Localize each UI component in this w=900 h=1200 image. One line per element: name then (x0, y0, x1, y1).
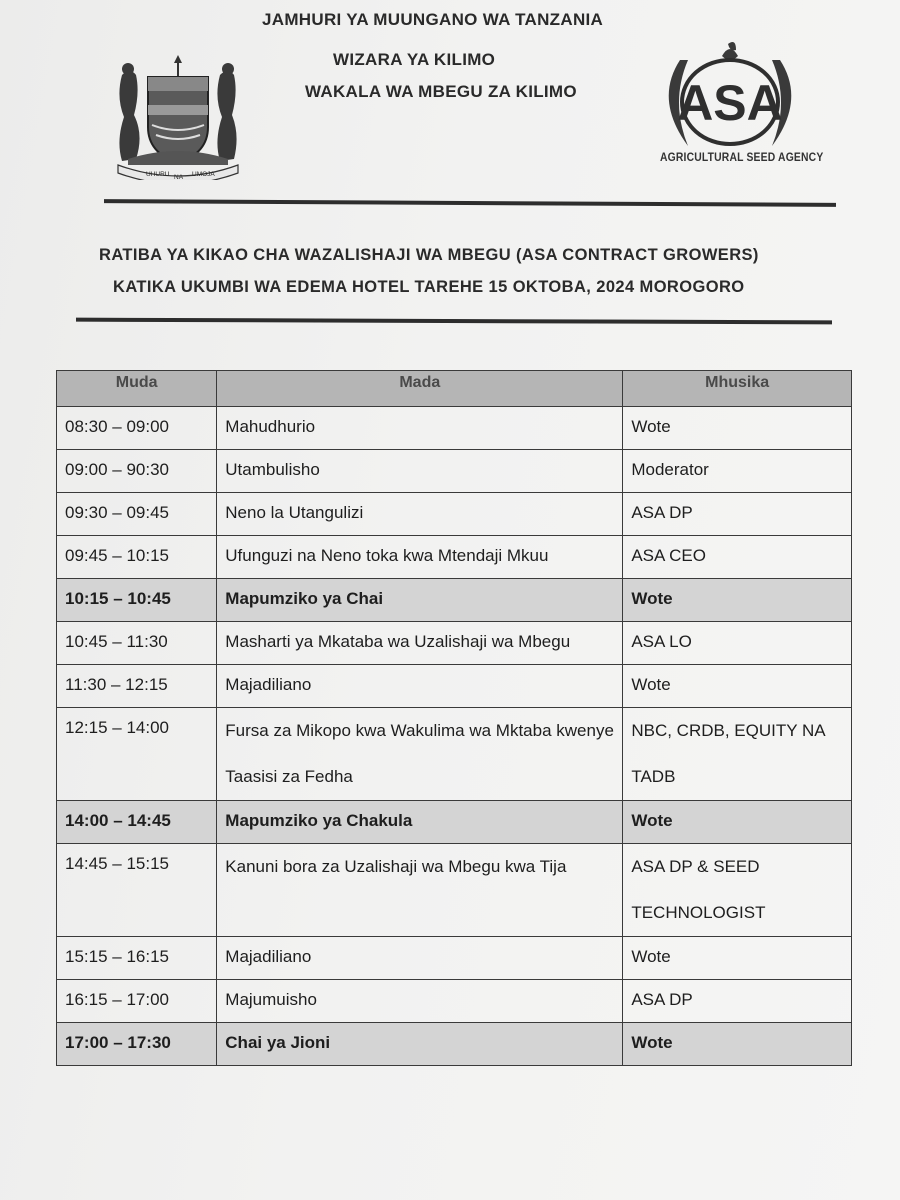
table-row-break (57, 579, 852, 622)
time-cell: 12:15 – 14:00 (57, 708, 217, 801)
table-row (57, 493, 852, 536)
table-row (57, 665, 852, 708)
time-cell: 14:00 – 14:45 (57, 801, 217, 844)
republic-heading: JAMHURI YA MUUNGANO WA TANZANIA (262, 10, 604, 29)
topic-cell: Majadiliano (217, 937, 623, 980)
motto-word-2: NA (174, 174, 184, 180)
owner-cell: Wote (623, 665, 852, 708)
schedule-title: RATIBA YA KIKAO CHA WAZALISHAJI WA MBEGU (ASA CONTRACT GROWERS) (99, 246, 759, 264)
time-cell: 10:45 – 11:30 (57, 622, 217, 665)
time-cell: 09:30 – 09:45 (57, 493, 217, 536)
asa-logo-caption: AGRICULTURAL SEED AGENCY (660, 152, 824, 164)
time-cell: 08:30 – 09:00 (57, 407, 217, 450)
table-row (57, 407, 852, 450)
column-header-owner: Mhusika (623, 371, 852, 407)
schedule-subtitle: KATIKA UKUMBI WA EDEMA HOTEL TAREHE 15 OKTOBA, 2024 MOROGORO (113, 278, 745, 296)
title-divider (76, 318, 832, 325)
time-cell: 10:15 – 10:45 (57, 579, 217, 622)
topic-cell: Mapumziko ya Chakula (217, 801, 623, 844)
motto-word-1: UHURU (146, 171, 170, 178)
time-cell: 15:15 – 16:15 (57, 937, 217, 980)
ministry-heading: WIZARA YA KILIMO (333, 50, 496, 69)
asa-logo-text: ASA (677, 75, 783, 131)
owner-cell: ASA LO (623, 622, 852, 665)
table-row-break (57, 801, 852, 844)
table-row (57, 937, 852, 980)
table-row (57, 450, 852, 493)
owner-cell: ASA CEO (623, 536, 852, 579)
time-cell: 16:15 – 17:00 (57, 980, 217, 1023)
topic-cell: Ufunguzi na Neno toka kwa Mtendaji Mkuu (217, 536, 623, 579)
table-row (57, 622, 852, 665)
topic-cell: Fursa za Mikopo kwa Wakulima wa Mktaba kwenye Taasisi za Fedha (217, 708, 623, 801)
owner-cell: ASA DP & SEED TECHNOLOGIST (623, 844, 852, 937)
time-cell: 11:30 – 12:15 (57, 665, 217, 708)
coat-of-arms-emblem (108, 55, 248, 180)
topic-cell: Kanuni bora za Uzalishaji wa Mbegu kwa Tija (217, 844, 623, 937)
owner-cell: ASA DP (623, 980, 852, 1023)
owner-cell: Wote (623, 407, 852, 450)
table-row (57, 536, 852, 579)
column-header-time: Muda (57, 371, 217, 407)
owner-cell: Moderator (623, 450, 852, 493)
owner-cell: Wote (623, 1023, 852, 1066)
time-cell: 14:45 – 15:15 (57, 844, 217, 937)
time-cell: 09:00 – 90:30 (57, 450, 217, 493)
time-cell: 17:00 – 17:30 (57, 1023, 217, 1066)
topic-cell: Masharti ya Mkataba wa Uzalishaji wa Mbegu (217, 622, 623, 665)
topic-cell: Utambulisho (217, 450, 623, 493)
agency-heading: WAKALA WA MBEGU ZA KILIMO (305, 82, 577, 101)
table-row (57, 708, 852, 801)
time-cell: 09:45 – 10:15 (57, 536, 217, 579)
table-row (57, 844, 852, 937)
motto-word-3: UMOJA (192, 171, 215, 178)
owner-cell: ASA DP (623, 493, 852, 536)
schedule-table (56, 370, 852, 1066)
table-row (57, 980, 852, 1023)
topic-cell: Mapumziko ya Chai (217, 579, 623, 622)
table-header-row (57, 371, 852, 407)
column-header-topic: Mada (217, 371, 623, 407)
owner-cell: Wote (623, 937, 852, 980)
topic-cell: Neno la Utangulizi (217, 493, 623, 536)
topic-cell: Majadiliano (217, 665, 623, 708)
owner-cell: Wote (623, 801, 852, 844)
topic-cell: Mahudhurio (217, 407, 623, 450)
topic-cell: Majumuisho (217, 980, 623, 1023)
header-divider (104, 199, 836, 207)
topic-cell: Chai ya Jioni (217, 1023, 623, 1066)
owner-cell: NBC, CRDB, EQUITY NA TADB (623, 708, 852, 801)
table-row-break (57, 1023, 852, 1066)
owner-cell: Wote (623, 579, 852, 622)
